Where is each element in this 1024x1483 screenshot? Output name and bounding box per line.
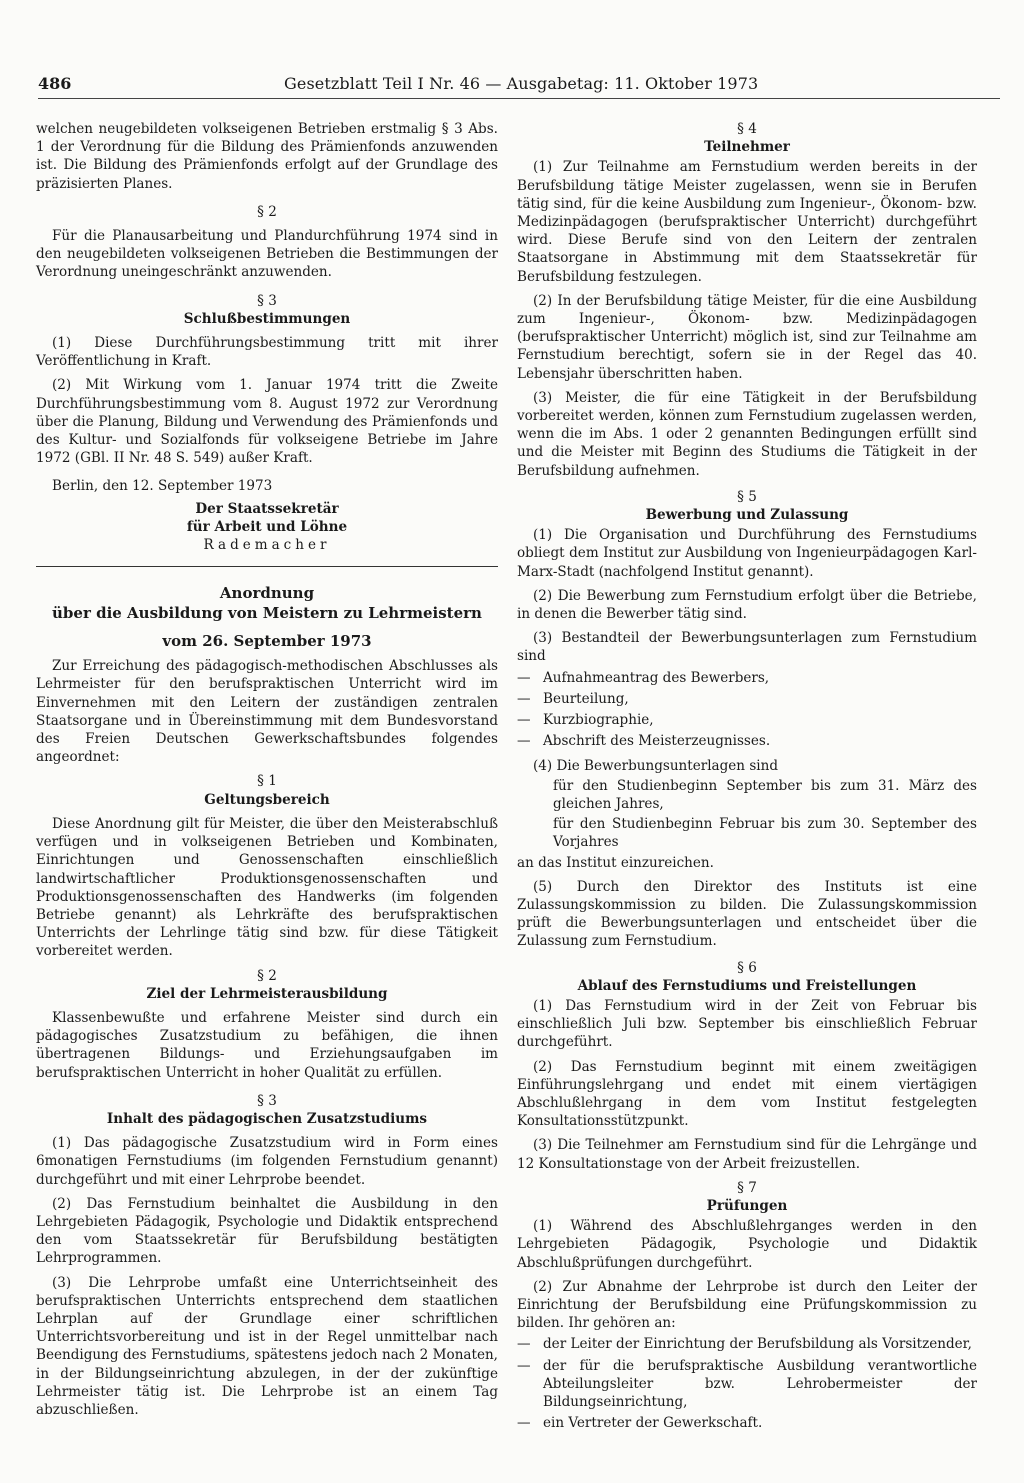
- art-4-title: Teilnehmer: [704, 139, 790, 156]
- art-2-heading: § 2: [257, 967, 277, 984]
- art-5-par-3: (3) Bestandteil der Bewerbungsunterlagen zum Fernstudium sind: [517, 630, 977, 665]
- art-4-par-1: (1) Zur Teilnahme am Fernstudium werden bereits in der Berufsbildung tätige Meister zugelassen, wenn sie in Berufen tätig sind, für die keine Ausbildung zum Ingenieur-, Ökonom- bzw. Medizinpädagogen (berufspraktischer Unterricht) durchgeführt wird. Diese Berufe sind von den Leitern der zentralen Staatsorgane in Abstimmung mit dem Staatssekretär für Berufsbildung festzulegen.: [517, 159, 977, 285]
- signatory-name: Rademacher: [203, 537, 331, 554]
- art-2-text: Klassenbewußte und erfahrene Meister sind durch ein pädagogisches Zusatzstudium zu befähigen, die ihnen übertragenen Bildungs- und Erziehungsaufgaben im berufspraktischen Unterricht in hoher Qualität zu erfüllen.: [36, 1009, 498, 1081]
- art-4-heading: § 4: [737, 121, 757, 137]
- list-item: — Beurteilung,: [517, 690, 977, 708]
- art-5-par-2: (2) Die Bewerbung zum Fernstudium erfolgt über die Betriebe, in denen die Bewerber tätig sind.: [517, 587, 977, 623]
- list-item: — der für die berufspraktische Ausbildung verantwortliche Abteilungsleiter bzw. Lehrobermeister der Bildungseinrichtung,: [517, 1357, 977, 1412]
- right-column: [517, 120, 977, 1438]
- running-head: Gesetzblatt Teil I Nr. 46 — Ausgabetag: 11. Oktober 1973: [284, 74, 759, 93]
- art-1-text: Diese Anordnung gilt für Meister, die über den Meisterabschluß verfügen und in volkseigenen Betrieben und Kombinaten, Einrichtungen und Genossenschaften einschließlich landwirtschaftlicher Produktionsgenossenschaften und Produktionsgenossenschaften des Handwerks (im folgenden Betriebe genannt) als Lehrkräfte des berufspraktischen Unterrichts der Lehrlinge tätig sind bzw. für diese Tätigkeit vorbereitet werden.: [36, 815, 498, 960]
- art-7-title: Prüfungen: [706, 1197, 788, 1214]
- art-7-heading: § 7: [737, 1179, 757, 1196]
- art-7-par-1: (1) Während des Abschlußlehrganges werden in den Lehrgebieten Pädagogik, Psychologie und Didaktik Abschlußprüfungen durchgeführt.: [517, 1218, 977, 1271]
- ordinance-preamble: Zur Erreichung des pädagogisch-methodischen Abschlusses als Lehrmeister für den berufspraktischen Unterricht wird im Einvernehmen mit den Leitern der zuständigen zentralen Staatsorgane und in Übereinstimmung mit dem Bundesvorstand des Freien Deutschen Gewerkschaftsbundes folgendes angeordnet:: [36, 658, 498, 766]
- commission-members-list: [517, 1335, 977, 1432]
- deadline-february: für den Studienbeginn Februar bis zum 30. September des Vorjahres: [553, 816, 977, 851]
- art-5-par-4-end: an das Institut einzureichen.: [517, 854, 714, 871]
- art-6-par-1: (1) Das Fernstudium wird in der Zeit von Februar bis einschließlich Juli bzw. September bis einschließlich Februar durchgeführt.: [517, 997, 977, 1051]
- ordinance-date: vom 26. September 1973: [162, 632, 372, 651]
- art-2-title: Ziel der Lehrmeisterausbildung: [146, 985, 388, 1002]
- page-number: 486: [38, 74, 72, 93]
- art-6-heading: § 6: [737, 959, 757, 976]
- signatory-title-1: Der Staatssekretär: [195, 500, 339, 517]
- art-3-par-2: (2) Das Fernstudium beinhaltet die Ausbildung in den Lehrgebieten Pädagogik, Psychologie und Didaktik entsprechend den vom Staatssekretär für Berufsbildung bestätigten Lehrprogrammen.: [36, 1195, 498, 1267]
- section-3-par-2: (2) Mit Wirkung vom 1. Januar 1974 tritt die Zweite Durchführungsbestimmung vom 8. August 1972 zur Verordnung über die Planung, Bildung und Verwendung des Prämienfonds und des Kultur- und Sozialfonds für volkseigene Betriebe im Jahre 1972 (GBl. II Nr. 48 S. 549) außer Kraft.: [36, 377, 498, 467]
- ordinance-subtitle: über die Ausbildung von Meistern zu Lehrmeistern: [52, 604, 482, 623]
- art-5-heading: § 5: [737, 488, 757, 505]
- section-3-title: Schlußbestimmungen: [183, 310, 351, 327]
- art-3-title: Inhalt des pädagogischen Zusatzstudiums: [106, 1110, 428, 1127]
- art-4-par-2: (2) In der Berufsbildung tätige Meister, für die eine Ausbildung zum Ingenieur-, Ökonom- bzw. Medizinpädagogen (berufspraktischer Unterricht) möglich ist, sind zur Teilnahme am Fernstudium berechtigt, sofern sie in der Regel das 40. Lebensjahr überschritten haben.: [517, 292, 977, 382]
- art-5-par-4: (4) Die Bewerbungsunterlagen sind: [533, 757, 779, 774]
- documents-list: [517, 669, 977, 751]
- art-7-par-2: (2) Zur Abnahme der Lehrprobe ist durch den Leiter der Einrichtung der Berufsbildung eine Prüfungskommission zu bilden. Ihr gehören an:: [517, 1278, 977, 1332]
- art-6-par-2: (2) Das Fernstudium beginnt mit einem zweitägigen Einführungslehrgang und endet mit einem viertägigen Abschlußlehrgang in dem vom Institut festgelegten Konsultationsstützpunkt.: [517, 1058, 977, 1130]
- art-6-par-3: (3) Die Teilnehmer am Fernstudium sind für die Lehrgänge und 12 Konsultationstage von der Arbeit freizustellen.: [517, 1137, 977, 1172]
- page-header: [38, 74, 1000, 98]
- art-5-title: Bewerbung und Zulassung: [645, 507, 849, 524]
- art-6-title: Ablauf des Fernstudiums und Freistellungen: [577, 977, 917, 994]
- list-item: — Aufnahmeantrag des Bewerbers,: [517, 669, 977, 687]
- list-item: — Abschrift des Meisterzeugnisses.: [517, 732, 977, 750]
- signatory-title-2: für Arbeit und Löhne: [186, 518, 348, 535]
- ordinance-title: Anordnung: [219, 584, 315, 603]
- art-1-heading: § 1: [257, 773, 277, 790]
- section-divider: [36, 566, 498, 567]
- section-2-text: Für die Planausarbeitung und Plandurchführung 1974 sind in den neugebildeten volkseigenen Betrieben die Bestimmungen der Verordnung uneingeschränkt anzuwenden.: [36, 228, 498, 281]
- art-3-par-1: (1) Das pädagogische Zusatzstudium wird in Form eines 6monatigen Fernstudiums (im folgenden Fernstudium genannt) durchgeführt und mit einer Lehrprobe beendet.: [36, 1135, 498, 1188]
- list-item: — der Leiter der Einrichtung der Berufsbildung als Vorsitzender,: [517, 1335, 977, 1353]
- art-3-par-3: (3) Die Lehrprobe umfaßt eine Unterrichtseinheit des berufspraktischen Unterrichts entsprechend dem staatlichen Lehrplan auf der Grundlage einer schriftlichen Unterrichtsvorbereitung und ist in der Regel unmittelbar nach Beendigung des Fernstudiums, spätestens jedoch nach 2 Monaten, in der Bildungseinrichtung abzulegen, in der der zukünftige Lehrmeister tätig ist. Die Lehrprobe ist an einem Tag abzuschließen.: [36, 1274, 498, 1418]
- header-rule: [38, 98, 1000, 99]
- art-5-par-5: (5) Durch den Direktor des Instituts ist eine Zulassungskommission zu bilden. Die Zulassungskommission prüft die Bewerbungsunterlagen und entscheidet über die Zulassung zum Fernstudium.: [517, 878, 977, 950]
- art-1-title: Geltungsbereich: [204, 791, 330, 808]
- section-3-heading: § 3: [257, 292, 277, 309]
- section-2-heading: § 2: [257, 203, 277, 220]
- left-column: [36, 120, 498, 1425]
- continued-paragraph: welchen neugebildeten volkseigenen Betrieben erstmalig § 3 Abs. 1 der Verordnung für die Bildung des Prämienfonds anzuwenden ist. Die Bildung des Prämienfonds erfolgt auf der Grundlage des präzisierten Planes.: [36, 121, 498, 192]
- section-3-par-1: (1) Diese Durchführungsbestimmung tritt mit ihrer Veröffentlichung in Kraft.: [36, 335, 498, 370]
- list-item: — Kurzbiographie,: [517, 711, 977, 729]
- place-date: Berlin, den 12. September 1973: [52, 478, 273, 495]
- deadline-september: für den Studienbeginn September bis zum 31. März des gleichen Jahres,: [553, 777, 977, 812]
- list-item: — ein Vertreter der Gewerkschaft.: [517, 1414, 977, 1432]
- art-3-heading: § 3: [257, 1092, 277, 1109]
- art-4-par-3: (3) Meister, die für eine Tätigkeit in der Berufsbildung vorbereitet werden, können zum Fernstudium zugelassen werden, wenn die im Abs. 1 oder 2 genannten Bedingungen erfüllt sind und die Meister mit Beginn des Studiums die Tätigkeit in der Berufsbildung aufnehmen.: [517, 389, 977, 479]
- art-5-par-1: (1) Die Organisation und Durchführung des Fernstudiums obliegt dem Institut zur Ausbildung von Ingenieurpädagogen Karl-Marx-Stadt (nachfolgend Institut genannt).: [517, 527, 977, 580]
